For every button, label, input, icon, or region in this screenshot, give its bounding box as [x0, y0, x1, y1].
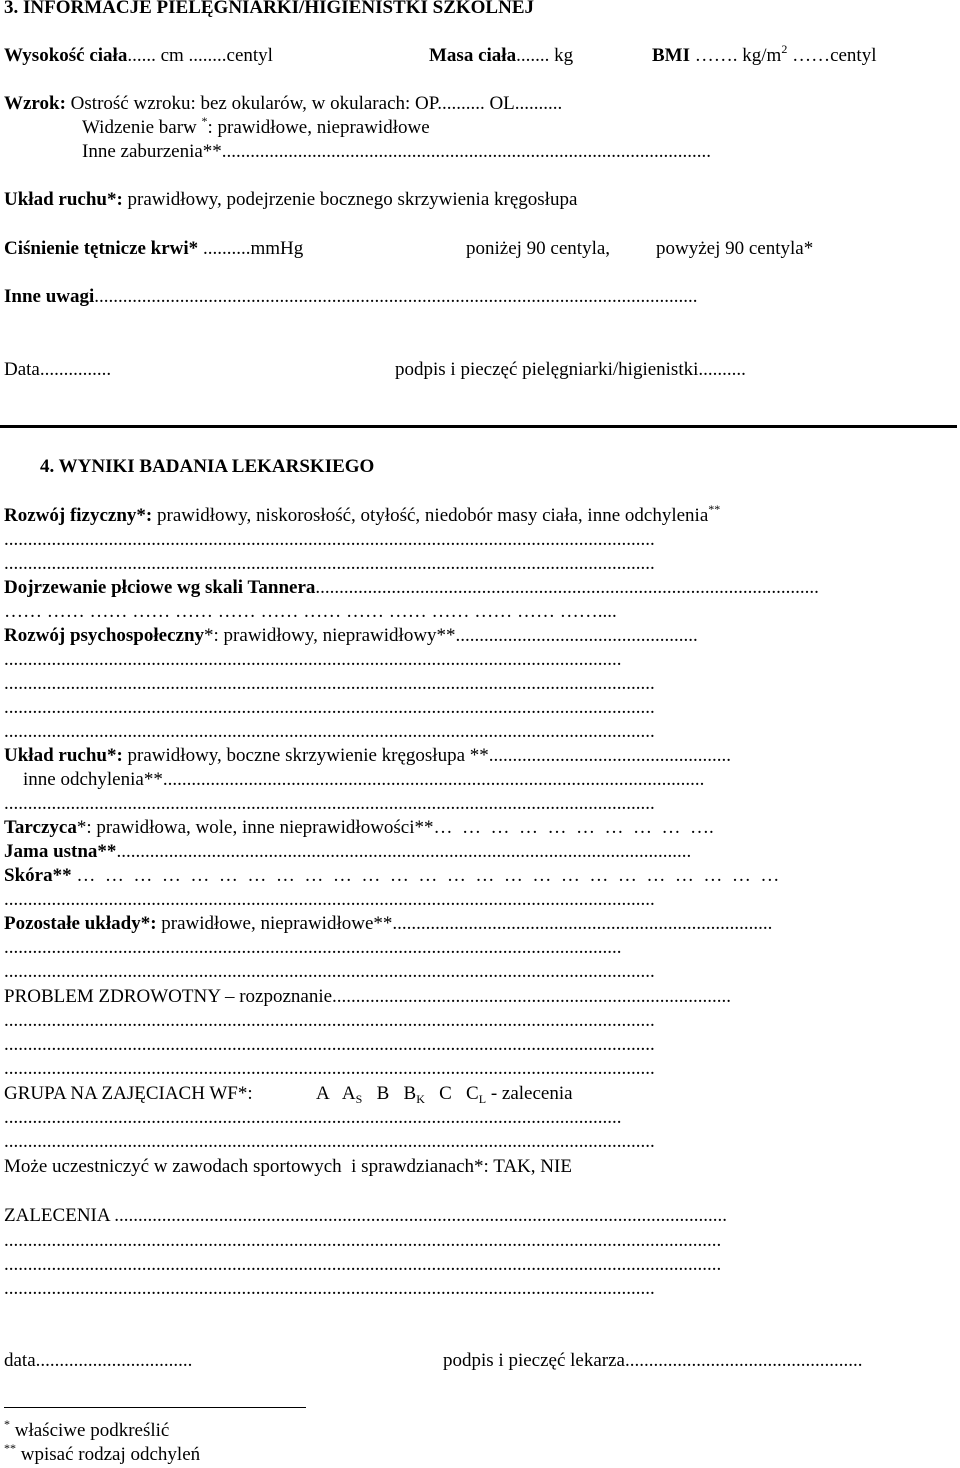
dotted-line: ..................................................................................................................................	[4, 1107, 622, 1128]
oral-cavity-label: Jama ustna**	[4, 841, 117, 862]
posture-row	[4, 189, 577, 211]
asterisk-mark: *	[201, 114, 208, 128]
other-disorders-row: Inne zaburzenia**.......................................................................................................	[82, 141, 712, 162]
bmi-unit-exponent: 2	[781, 42, 788, 56]
recommendations-row: ZALECENIA .................................................................................................................................	[4, 1205, 728, 1226]
nurse-signature-field: podpis i pieczęć pielęgniarki/higienistki..........	[395, 359, 746, 380]
vision-text: Ostrość wzroku: bez okularów, w okularach: OP.......... OL..........	[65, 93, 563, 114]
dotted-line: ..................................................................................................................................	[4, 649, 622, 670]
group-recommendations: - zalecenia	[486, 1083, 573, 1104]
group-c: C	[439, 1083, 452, 1104]
dotted-line: .........................................................................................................................................	[4, 1010, 655, 1031]
posture-text: prawidłowy, podejrzenie bocznego skrzywienia kręgosłupa	[122, 189, 578, 210]
remarks-row	[4, 286, 698, 308]
dotted-line: .........................................................................................................................................	[4, 889, 655, 910]
blood-pressure-label: Ciśnienie tętnicze krwi*	[4, 238, 199, 259]
dotted-line: .........................................................................................................................................	[4, 553, 655, 574]
other-systems-text: prawidłowe, nieprawidłowe**................................................................................	[156, 913, 773, 934]
oral-cavity-field: .........................................................................................................................	[116, 841, 692, 862]
posture-exam-label: Układ ruchu*:	[4, 745, 123, 766]
bp-above-option: powyżej 90 centyla*	[656, 238, 814, 259]
dotted-line: .........................................................................................................................................	[4, 1058, 655, 1079]
pe-group-options	[316, 1083, 573, 1105]
tanner-field: ..........................................................................................................	[315, 577, 819, 598]
height-row	[4, 45, 273, 67]
footnote-1-mark: *	[4, 1417, 10, 1431]
blood-pressure-row	[4, 238, 303, 260]
posture-exam-text: prawidłowy, boczne skrzywienie kręgosłupa **...................................................	[122, 745, 732, 766]
physical-development-row	[4, 502, 721, 527]
vision-row	[4, 93, 562, 115]
group-bk: $B_K$	[403, 1083, 425, 1106]
dotted-line: .........................................................................................................................................	[4, 529, 655, 550]
group-cl: $C_L$	[466, 1083, 487, 1106]
thyroid-label: Tarczyca	[4, 817, 77, 838]
skin-field: … … … … … … … … … … … … … … … … … … … … … … … … …	[71, 865, 780, 886]
dotted-line: .......................................................................................................................................................	[4, 1230, 722, 1251]
footnote-1	[4, 1417, 170, 1442]
color-vision-row	[82, 114, 430, 139]
mass-row	[429, 45, 573, 67]
footnote-2-mark: **	[4, 1441, 16, 1455]
mass-field: ....... kg	[516, 45, 574, 66]
dotted-line: .........................................................................................................................................	[4, 961, 655, 982]
dotted-line: .........................................................................................................................................	[4, 1278, 655, 1299]
tanner-label: Dojrzewanie płciowe wg skali Tannera	[4, 577, 316, 598]
footnote-1-text: właściwe podkreślić	[10, 1420, 170, 1441]
color-vision-text: : prawidłowe, nieprawidłowe	[207, 117, 430, 138]
bmi-centyl: ……centyl	[787, 45, 877, 66]
remarks-field: ...............................................................................................................................	[94, 286, 698, 307]
oral-cavity-row	[4, 841, 691, 863]
other-deviations-row: inne odchylenia**..................................................................................................................	[4, 769, 705, 790]
bp-below-option: poniżej 90 centyla,	[466, 238, 611, 259]
doctor-date-field: data.................................	[4, 1350, 193, 1371]
color-vision-label: Widzenie barw	[82, 117, 202, 138]
vision-label: Wzrok:	[4, 93, 66, 114]
dotted-line: .........................................................................................................................................	[4, 793, 655, 814]
dotted-line: .........................................................................................................................................	[4, 1034, 655, 1055]
group-a: A	[316, 1083, 329, 1104]
pe-group-label: GRUPA NA ZAJĘCIACH WF*:	[4, 1083, 253, 1104]
dotted-line: .........................................................................................................................................	[4, 721, 655, 742]
group-b: B	[376, 1083, 390, 1104]
physical-development-label: Rozwój fizyczny*:	[4, 505, 153, 526]
sports-eligibility-row: Może uczestniczyć w zawodach sportowych i sprawdzianach*: TAK, NIE	[4, 1156, 572, 1177]
mass-label: Masa ciała	[429, 45, 517, 66]
dotted-line: .........................................................................................................................................	[4, 1131, 655, 1152]
other-systems-row	[4, 913, 772, 935]
footnote-2	[4, 1441, 201, 1466]
skin-row	[4, 865, 779, 887]
section-3-heading: 3. INFORMACJE PIELĘGNIARKI/HIGIENISTKI SZKOLNEJ	[4, 0, 534, 18]
thyroid-row	[4, 817, 714, 839]
bmi-label: BMI	[652, 45, 690, 66]
health-problem-row: PROBLEM ZDROWOTNY – rozpoznanie....................................................................................	[4, 986, 732, 1007]
doctor-signature-field: podpis i pieczęć lekarza..................................................	[443, 1350, 863, 1371]
psychosocial-label: Rozwój psychospołeczny	[4, 625, 205, 646]
dotted-line: ..................................................................................................................................	[4, 937, 622, 958]
other-systems-label: Pozostałe układy*:	[4, 913, 157, 934]
bmi-row	[652, 42, 877, 67]
psychosocial-text: *: prawidłowy, nieprawidłowy**...................................................	[204, 625, 698, 646]
dotted-line: .........................................................................................................................................	[4, 673, 655, 694]
footnote-divider	[4, 1407, 306, 1408]
section-divider	[0, 425, 957, 428]
dotted-line: …… …… …… …… …… …… …… …… …… …… …… …… …… ……....	[4, 601, 617, 622]
blood-pressure-field: ..........mmHg	[198, 238, 304, 259]
group-as: $A_S$	[341, 1083, 363, 1106]
posture-exam-row	[4, 745, 731, 767]
double-asterisk-mark: **	[708, 502, 721, 516]
tanner-row	[4, 577, 819, 599]
posture-label: Układ ruchu*:	[4, 189, 123, 210]
thyroid-text: *: prawidłowa, wole, inne nieprawidłowości**… … … … … … … … … ….	[76, 817, 714, 838]
height-field: ...... cm ........centyl	[127, 45, 273, 66]
nurse-date-field: Data...............	[4, 359, 112, 380]
skin-label: Skóra**	[4, 865, 72, 886]
remarks-label: Inne uwagi	[4, 286, 95, 307]
height-label: Wysokość ciała	[4, 45, 128, 66]
footnote-2-text: wpisać rodzaj odchyleń	[16, 1444, 201, 1465]
section-4-heading: 4. WYNIKI BADANIA LEKARSKIEGO	[40, 456, 375, 477]
bmi-field: ……. kg/m	[690, 45, 782, 66]
dotted-line: .........................................................................................................................................	[4, 697, 655, 718]
physical-development-text: prawidłowy, niskorosłość, otyłość, niedobór masy ciała, inne odchylenia	[152, 505, 709, 526]
psychosocial-row	[4, 625, 698, 647]
dotted-line: .......................................................................................................................................................	[4, 1254, 722, 1275]
